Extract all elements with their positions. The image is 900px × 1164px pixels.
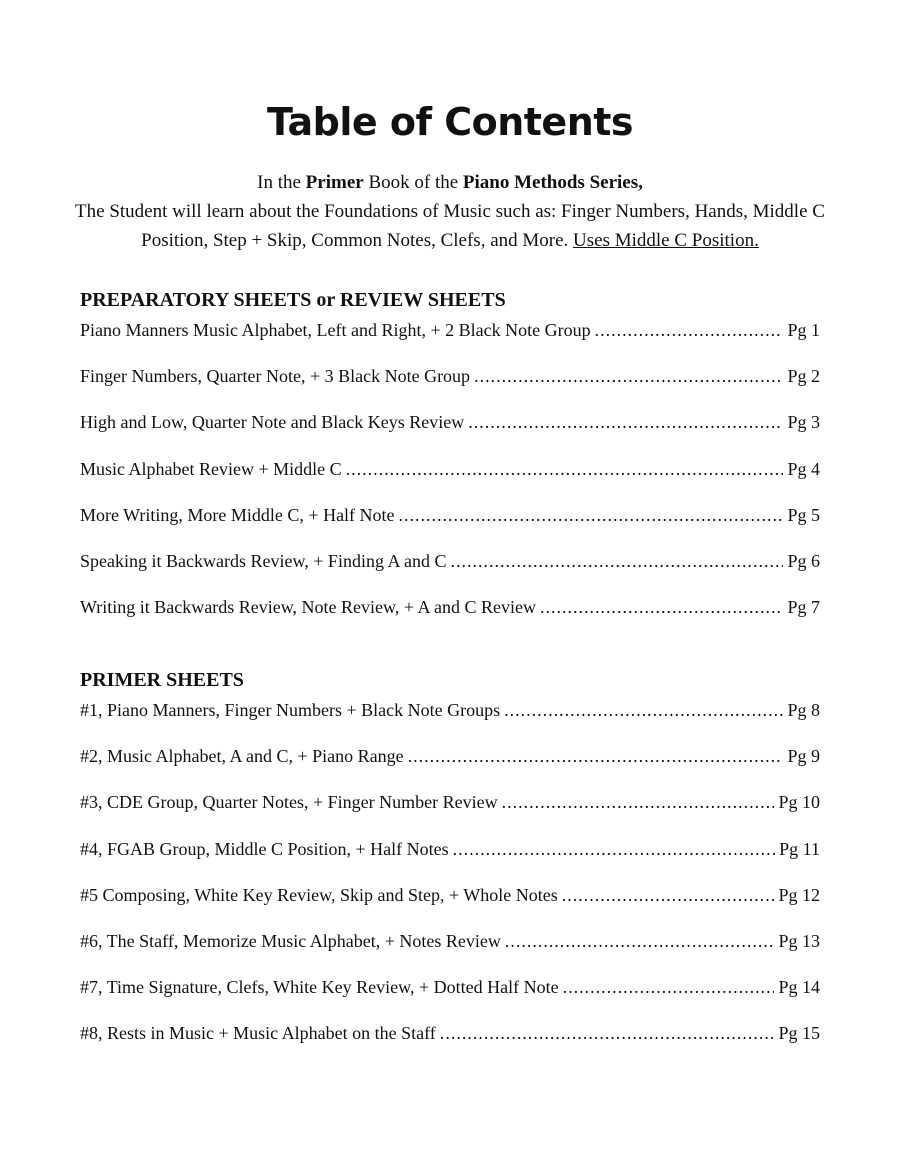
toc-entry-page: Pg 5 (787, 504, 820, 525)
intro-book-name: Primer (305, 172, 364, 193)
intro-position-note: Uses Middle C Position. (573, 230, 759, 251)
toc-entry-page: Pg 7 (787, 597, 820, 618)
toc-entry-title: #2, Music Alphabet, A and C, + Piano Range (80, 746, 404, 767)
toc-entry-title: Finger Numbers, Quarter Note, + 3 Black Note Group (80, 366, 471, 387)
toc-entry-title: Piano Manners Music Alphabet, Left and Right, + 2 Black Note Group (80, 320, 591, 340)
toc-entry[interactable] (80, 931, 820, 977)
toc-entry[interactable] (80, 412, 820, 458)
toc-entry-page: Pg 12 (778, 884, 820, 905)
dot-leader (540, 597, 783, 618)
intro-text (60, 168, 840, 255)
toc-entry[interactable] (80, 320, 820, 366)
toc-entry-page: Pg 8 (787, 700, 820, 720)
toc-entry-title: More Writing, More Middle C, + Half Note (80, 504, 395, 525)
toc-entry[interactable] (80, 1023, 820, 1069)
toc-entry[interactable] (80, 839, 820, 885)
toc-entry-title: High and Low, Quarter Note and Black Keys Review (80, 412, 465, 433)
toc-entry-page: Pg 6 (787, 550, 820, 571)
toc-entry-title: Speaking it Backwards Review, + Finding A and C (80, 550, 447, 571)
dot-leader (399, 505, 784, 526)
dot-leader (502, 792, 775, 813)
toc-entry-page: Pg 11 (779, 838, 820, 859)
preparatory-section (80, 286, 820, 643)
toc-entry[interactable] (80, 551, 820, 597)
toc-entry-title: Music Alphabet Review + Middle C (80, 458, 342, 479)
intro-prefix: In the (257, 172, 306, 193)
toc-entry[interactable] (80, 505, 820, 551)
dot-leader (408, 746, 784, 767)
dot-leader (504, 700, 783, 721)
toc-entry-page: Pg 13 (778, 930, 820, 951)
toc-entry-title: #3, CDE Group, Quarter Notes, + Finger Number Review (80, 792, 498, 813)
intro-series-name: Piano Methods Series, (462, 172, 643, 193)
toc-entry-page: Pg 15 (778, 1023, 820, 1044)
dot-leader (453, 839, 775, 860)
toc-entry-page: Pg 3 (787, 412, 820, 433)
preparatory-heading: PREPARATORY SHEETS or REVIEW SHEETS (80, 289, 506, 311)
primer-heading: PRIMER SHEETS (80, 669, 244, 691)
dot-leader (450, 551, 783, 572)
toc-entry[interactable] (80, 746, 820, 792)
dot-leader (563, 977, 775, 998)
dot-leader (505, 931, 775, 952)
toc-entry[interactable] (80, 977, 820, 1023)
toc-entry-title: #1, Piano Manners, Finger Numbers + Black Note Groups (80, 700, 501, 720)
toc-entry-page: Pg 14 (778, 977, 820, 998)
toc-entry-page: Pg 9 (787, 746, 820, 767)
dot-leader (346, 459, 784, 480)
dot-leader (595, 320, 784, 341)
primer-section (80, 666, 820, 1070)
primer-list (80, 700, 820, 1070)
dot-leader (562, 885, 775, 906)
intro-middle: Book of the (363, 172, 463, 193)
toc-entry-title: #8, Rests in Music + Music Alphabet on the Staff (80, 1023, 436, 1044)
toc-entry-title: Writing it Backwards Review, Note Review, + A and C Review (80, 597, 537, 618)
toc-entry-page: Pg 4 (787, 458, 820, 479)
toc-entry-page: Pg 10 (778, 792, 820, 813)
intro-line-2 (60, 197, 840, 255)
preparatory-list (80, 320, 820, 643)
toc-entry-title: #4, FGAB Group, Middle C Position, + Half Notes (80, 838, 449, 859)
toc-entry[interactable] (80, 459, 820, 505)
intro-description: The Student will learn about the Foundations of Music such as: Finger Numbers, Hands, Middle C Position, Step + Skip, Common Notes, Clefs, and More. (75, 201, 825, 251)
intro-line-1 (60, 168, 840, 197)
dot-leader (474, 366, 783, 387)
toc-entry-title: #7, Time Signature, Clefs, White Key Review, + Dotted Half Note (80, 977, 559, 998)
toc-entry-title: #6, The Staff, Memorize Music Alphabet, + Notes Review (80, 930, 501, 951)
toc-entry[interactable] (80, 700, 820, 746)
page-title: Table of Contents (266, 100, 634, 144)
toc-entry-title: #5 Composing, White Key Review, Skip and Step, + Whole Notes (80, 884, 558, 905)
toc-entry[interactable] (80, 366, 820, 412)
toc-entry[interactable] (80, 792, 820, 838)
toc-entry[interactable] (80, 885, 820, 931)
toc-entry[interactable] (80, 597, 820, 643)
toc-entry-page: Pg 2 (787, 366, 820, 387)
dot-leader (440, 1023, 775, 1044)
dot-leader (468, 412, 783, 433)
toc-entry-page: Pg 1 (787, 320, 820, 340)
